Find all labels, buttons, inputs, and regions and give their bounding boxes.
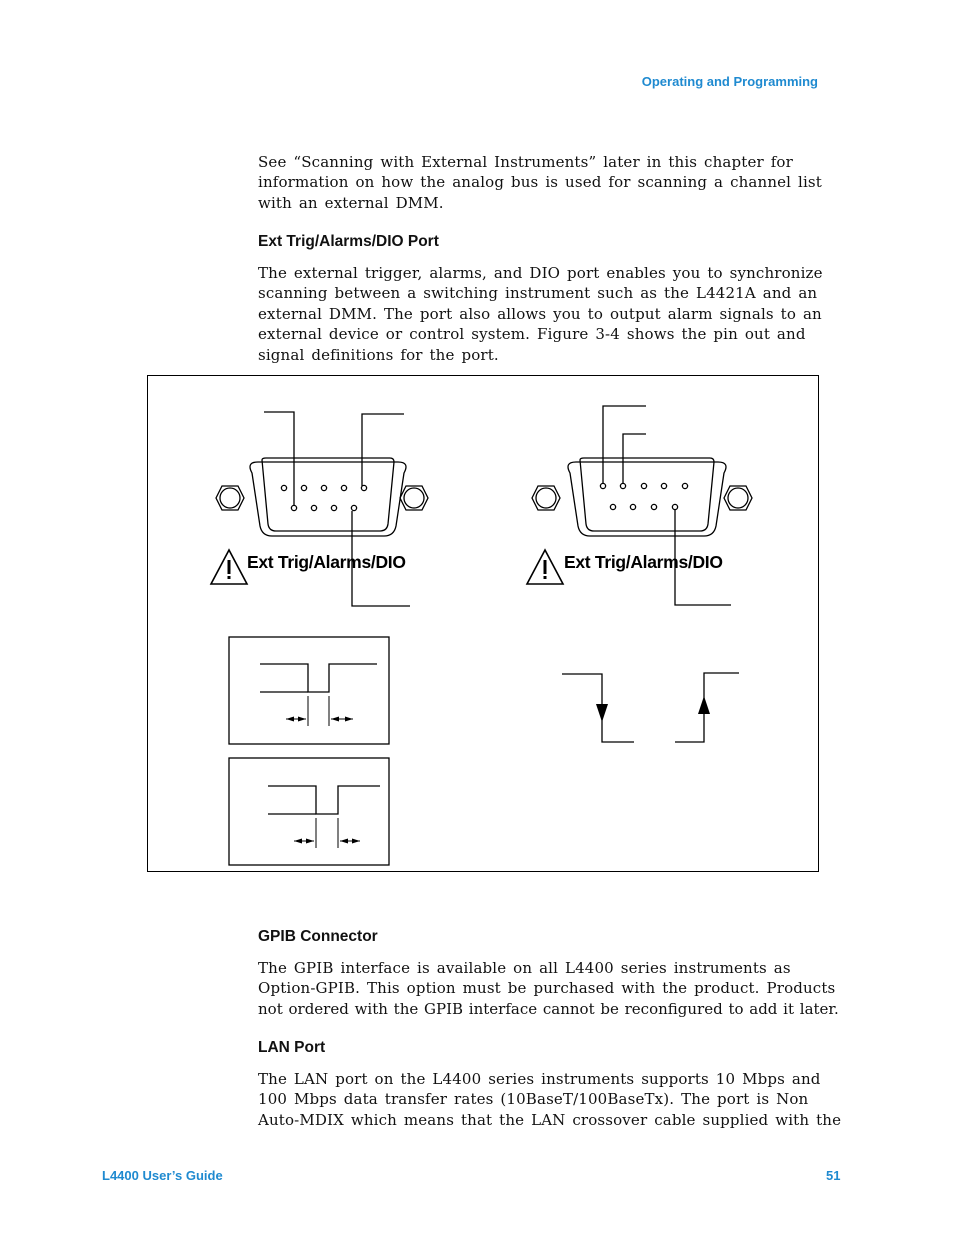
lan-heading: LAN Port	[258, 1039, 326, 1056]
gpib-heading: GPIB Connector	[258, 928, 378, 945]
footer-page-number: 51	[826, 1168, 841, 1183]
lan-line: 100 Mbps data transfer rates (10BaseT/100BaseTx). The port is Non	[258, 1090, 809, 1109]
lan-line: The LAN port on the L4400 series instruments supports 10 Mbps and	[258, 1070, 821, 1088]
edge-trigger-diagram	[562, 673, 739, 742]
ext-trig-line: external device or control system. Figure 3-4 shows the pin out and	[258, 325, 806, 344]
ext-trig-line: scanning between a switching instrument such as the L4421A and an	[258, 284, 818, 303]
gpib-line: The GPIB interface is available on all L4400 series instruments as	[258, 959, 791, 977]
gpib-line: Option-GPIB. This option must be purchased with the product. Products	[258, 979, 836, 998]
ext-trig-paragraph	[258, 263, 858, 365]
pulse-diagram-box-1	[229, 637, 389, 744]
falling-edge-arrow	[596, 704, 608, 722]
ext-trig-heading: Ext Trig/Alarms/DIO Port	[258, 233, 439, 250]
right-connector-label: Ext Trig/Alarms/DIO	[564, 552, 723, 572]
gpib-line: not ordered with the GPIB interface cannot be reconfigured to add it later.	[258, 999, 839, 1018]
intro-line: See “Scanning with External Instruments” later in this chapter for	[258, 153, 793, 171]
intro-paragraph	[258, 152, 858, 213]
ext-trig-line: The external trigger, alarms, and DIO port enables you to synchronize	[258, 264, 823, 282]
ext-trig-line: external DMM. The port also allows you to output alarm signals to an	[258, 304, 822, 323]
left-db9-connector	[216, 412, 428, 606]
right-db9-connector	[532, 406, 752, 605]
ext-trig-line: signal definitions for the port.	[258, 345, 499, 364]
lan-paragraph	[258, 1069, 858, 1130]
left-connector-label: Ext Trig/Alarms/DIO	[247, 552, 406, 572]
footer-guide-title: L4400 User’s Guide	[102, 1168, 223, 1183]
gpib-paragraph	[258, 958, 858, 1019]
pulse-diagram-box-2	[229, 758, 389, 865]
running-head: Operating and Programming	[641, 74, 818, 89]
pinout-figure	[147, 375, 819, 872]
rising-edge-arrow	[698, 696, 710, 714]
intro-line: with an external DMM.	[258, 193, 444, 212]
intro-line: information on how the analog bus is used for scanning a channel list	[258, 173, 822, 192]
lan-line: Auto-MDIX which means that the LAN crossover cable supplied with the	[258, 1110, 842, 1129]
